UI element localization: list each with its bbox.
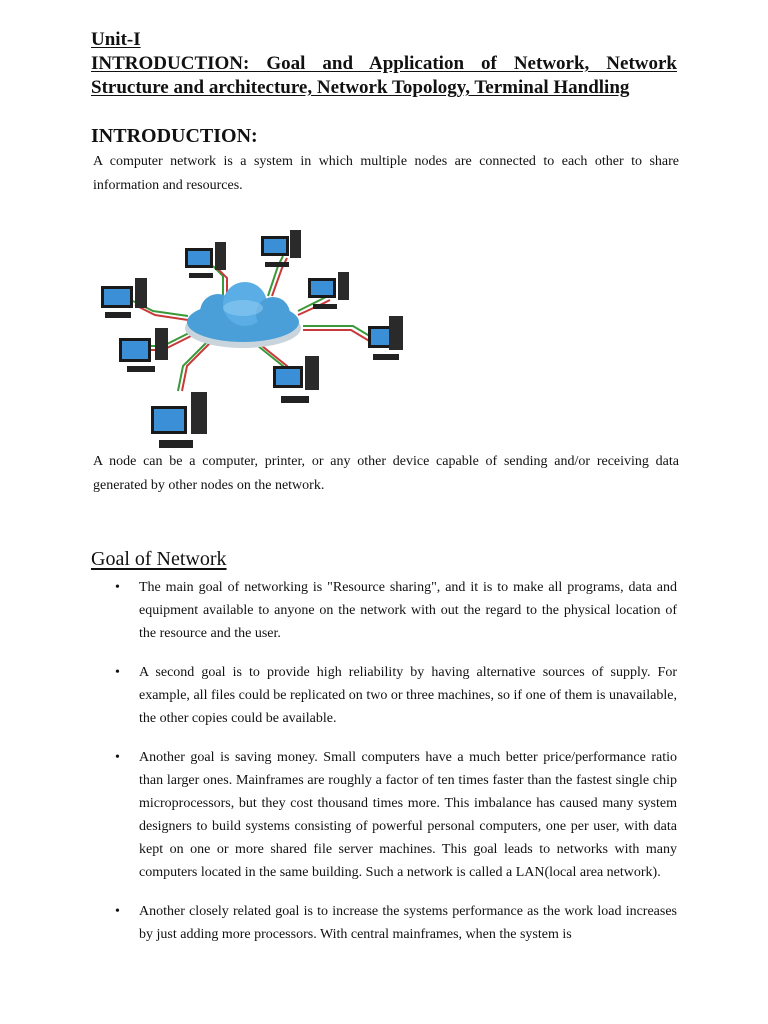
document-page	[91, 28, 679, 942]
document-title	[91, 52, 677, 100]
list-item	[91, 661, 677, 730]
title-line-1: INTRODUCTION: Goal and Application of Network, Network	[91, 53, 677, 74]
list-item	[91, 746, 677, 884]
title-line-2: Structure and architecture, Network Topology, Terminal Handling	[91, 77, 630, 98]
list-item	[91, 900, 677, 946]
goal-of-network-heading: Goal of Network	[91, 548, 227, 570]
goal-item-text: Another closely related goal is to increase the systems performance as the work load increases by just adding more processors. With central mainframes, when the system is	[139, 904, 677, 942]
bullet-icon: •	[115, 904, 120, 919]
bullet-icon: •	[115, 665, 120, 680]
bullet-icon: •	[115, 750, 120, 765]
introduction-paragraph: A computer network is a system in which multiple nodes are connected to each other to share information and resources.	[93, 154, 679, 193]
goal-item-text: A second goal is to provide high reliability by having alternative sources of supply. For example, all files could be replicated on two or three machines, so if one of them is unavailable, the other copies could be available.	[139, 665, 677, 726]
bullet-icon: •	[115, 580, 120, 595]
goal-item-text: The main goal of networking is "Resource sharing", and it is to make all programs, data and equipment available to anyone on the network with out the regard to the physical location of the resource and the user.	[139, 580, 677, 641]
list-item	[91, 576, 677, 645]
goal-list	[91, 576, 677, 962]
introduction-heading: INTRODUCTION:	[91, 125, 258, 147]
unit-title: Unit-I	[91, 29, 141, 50]
computer-network-cloud-icon	[93, 216, 423, 466]
goal-item-text: Another goal is saving money. Small computers have a much better price/performance ratio than larger ones. Mainframes are roughly a factor of ten times faster than the fastest single chip microprocessors, but they cost thousand times more. This imbalance has caused many system designers to build systems consisting of powerful personal computers, one per user, with data kept on one or more shared file server machines. This goal leads to networks with many computers located in the same building. Such a network is called a LAN(local area network).	[139, 750, 677, 880]
computer-node-icon	[101, 278, 147, 318]
network-diagram-figure	[93, 216, 423, 466]
node-definition-paragraph: A node can be a computer, printer, or any other device capable of sending and/or receiving data generated by other nodes on the network.	[93, 454, 679, 493]
